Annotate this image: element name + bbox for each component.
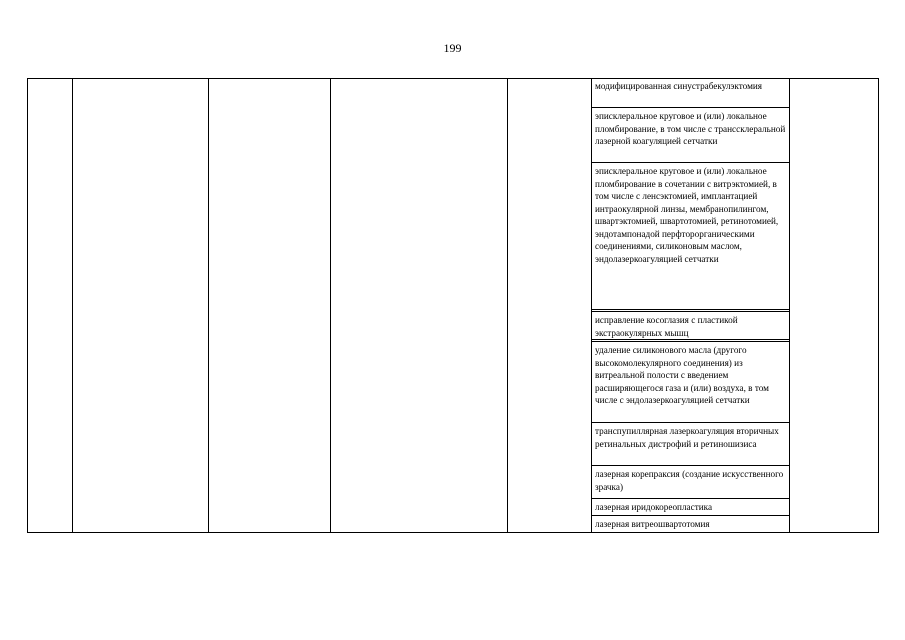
table-row: эписклеральное круговое и (или) локальное пломбирование, в том числе с транссклеральной лазерной коагуляцией сетчатки bbox=[595, 111, 786, 146]
table-row: лазерная корепраксия (создание искусственного зрачка) bbox=[595, 469, 784, 492]
table-row: модифицированная синустрабекулэктомия bbox=[595, 81, 763, 91]
column-divider bbox=[208, 79, 209, 532]
row-divider bbox=[591, 515, 789, 516]
column-divider bbox=[507, 79, 508, 532]
table-row: транспупиллярная лазеркоагуляция вторичных ретинальных дистрофий и ретиношизиса bbox=[595, 426, 779, 449]
table-row: лазерная иридокореопластика bbox=[595, 502, 713, 512]
row-divider bbox=[591, 339, 789, 342]
table-row: удаление силиконового масла (другого высокомолекулярного соединения) из витреальной полости с введением расширяющегося газа и (или) воздуха, в том числе с эндолазеркоагуляцией сетчатки bbox=[595, 345, 769, 405]
table-row: эписклеральное круговое и (или) локальное пломбирование в сочетании с витрэктомией, в том числе с ленсэктомией, имплантацией интраокулярной линзы, мембранопилингом, швартэктомией, швартотомией, ретинотомией, эндотампонадой перфторорганическими соединениями, силиконовым маслом, эндолазеркоагуляцией сетчатки bbox=[595, 166, 779, 264]
row-divider bbox=[591, 498, 789, 499]
column-divider bbox=[72, 79, 73, 532]
row-divider bbox=[591, 422, 789, 423]
column-divider bbox=[789, 79, 790, 532]
row-divider bbox=[591, 107, 789, 108]
table-row: исправление косоглазия с пластикой экстраокулярных мышц bbox=[595, 315, 738, 338]
page-number: 199 bbox=[443, 41, 462, 55]
row-divider bbox=[591, 162, 789, 163]
column-divider bbox=[330, 79, 331, 532]
row-divider bbox=[591, 465, 789, 466]
procedures-table bbox=[27, 78, 879, 533]
row-divider bbox=[591, 309, 789, 312]
table-row: лазерная витреошвартотомия bbox=[595, 519, 710, 529]
